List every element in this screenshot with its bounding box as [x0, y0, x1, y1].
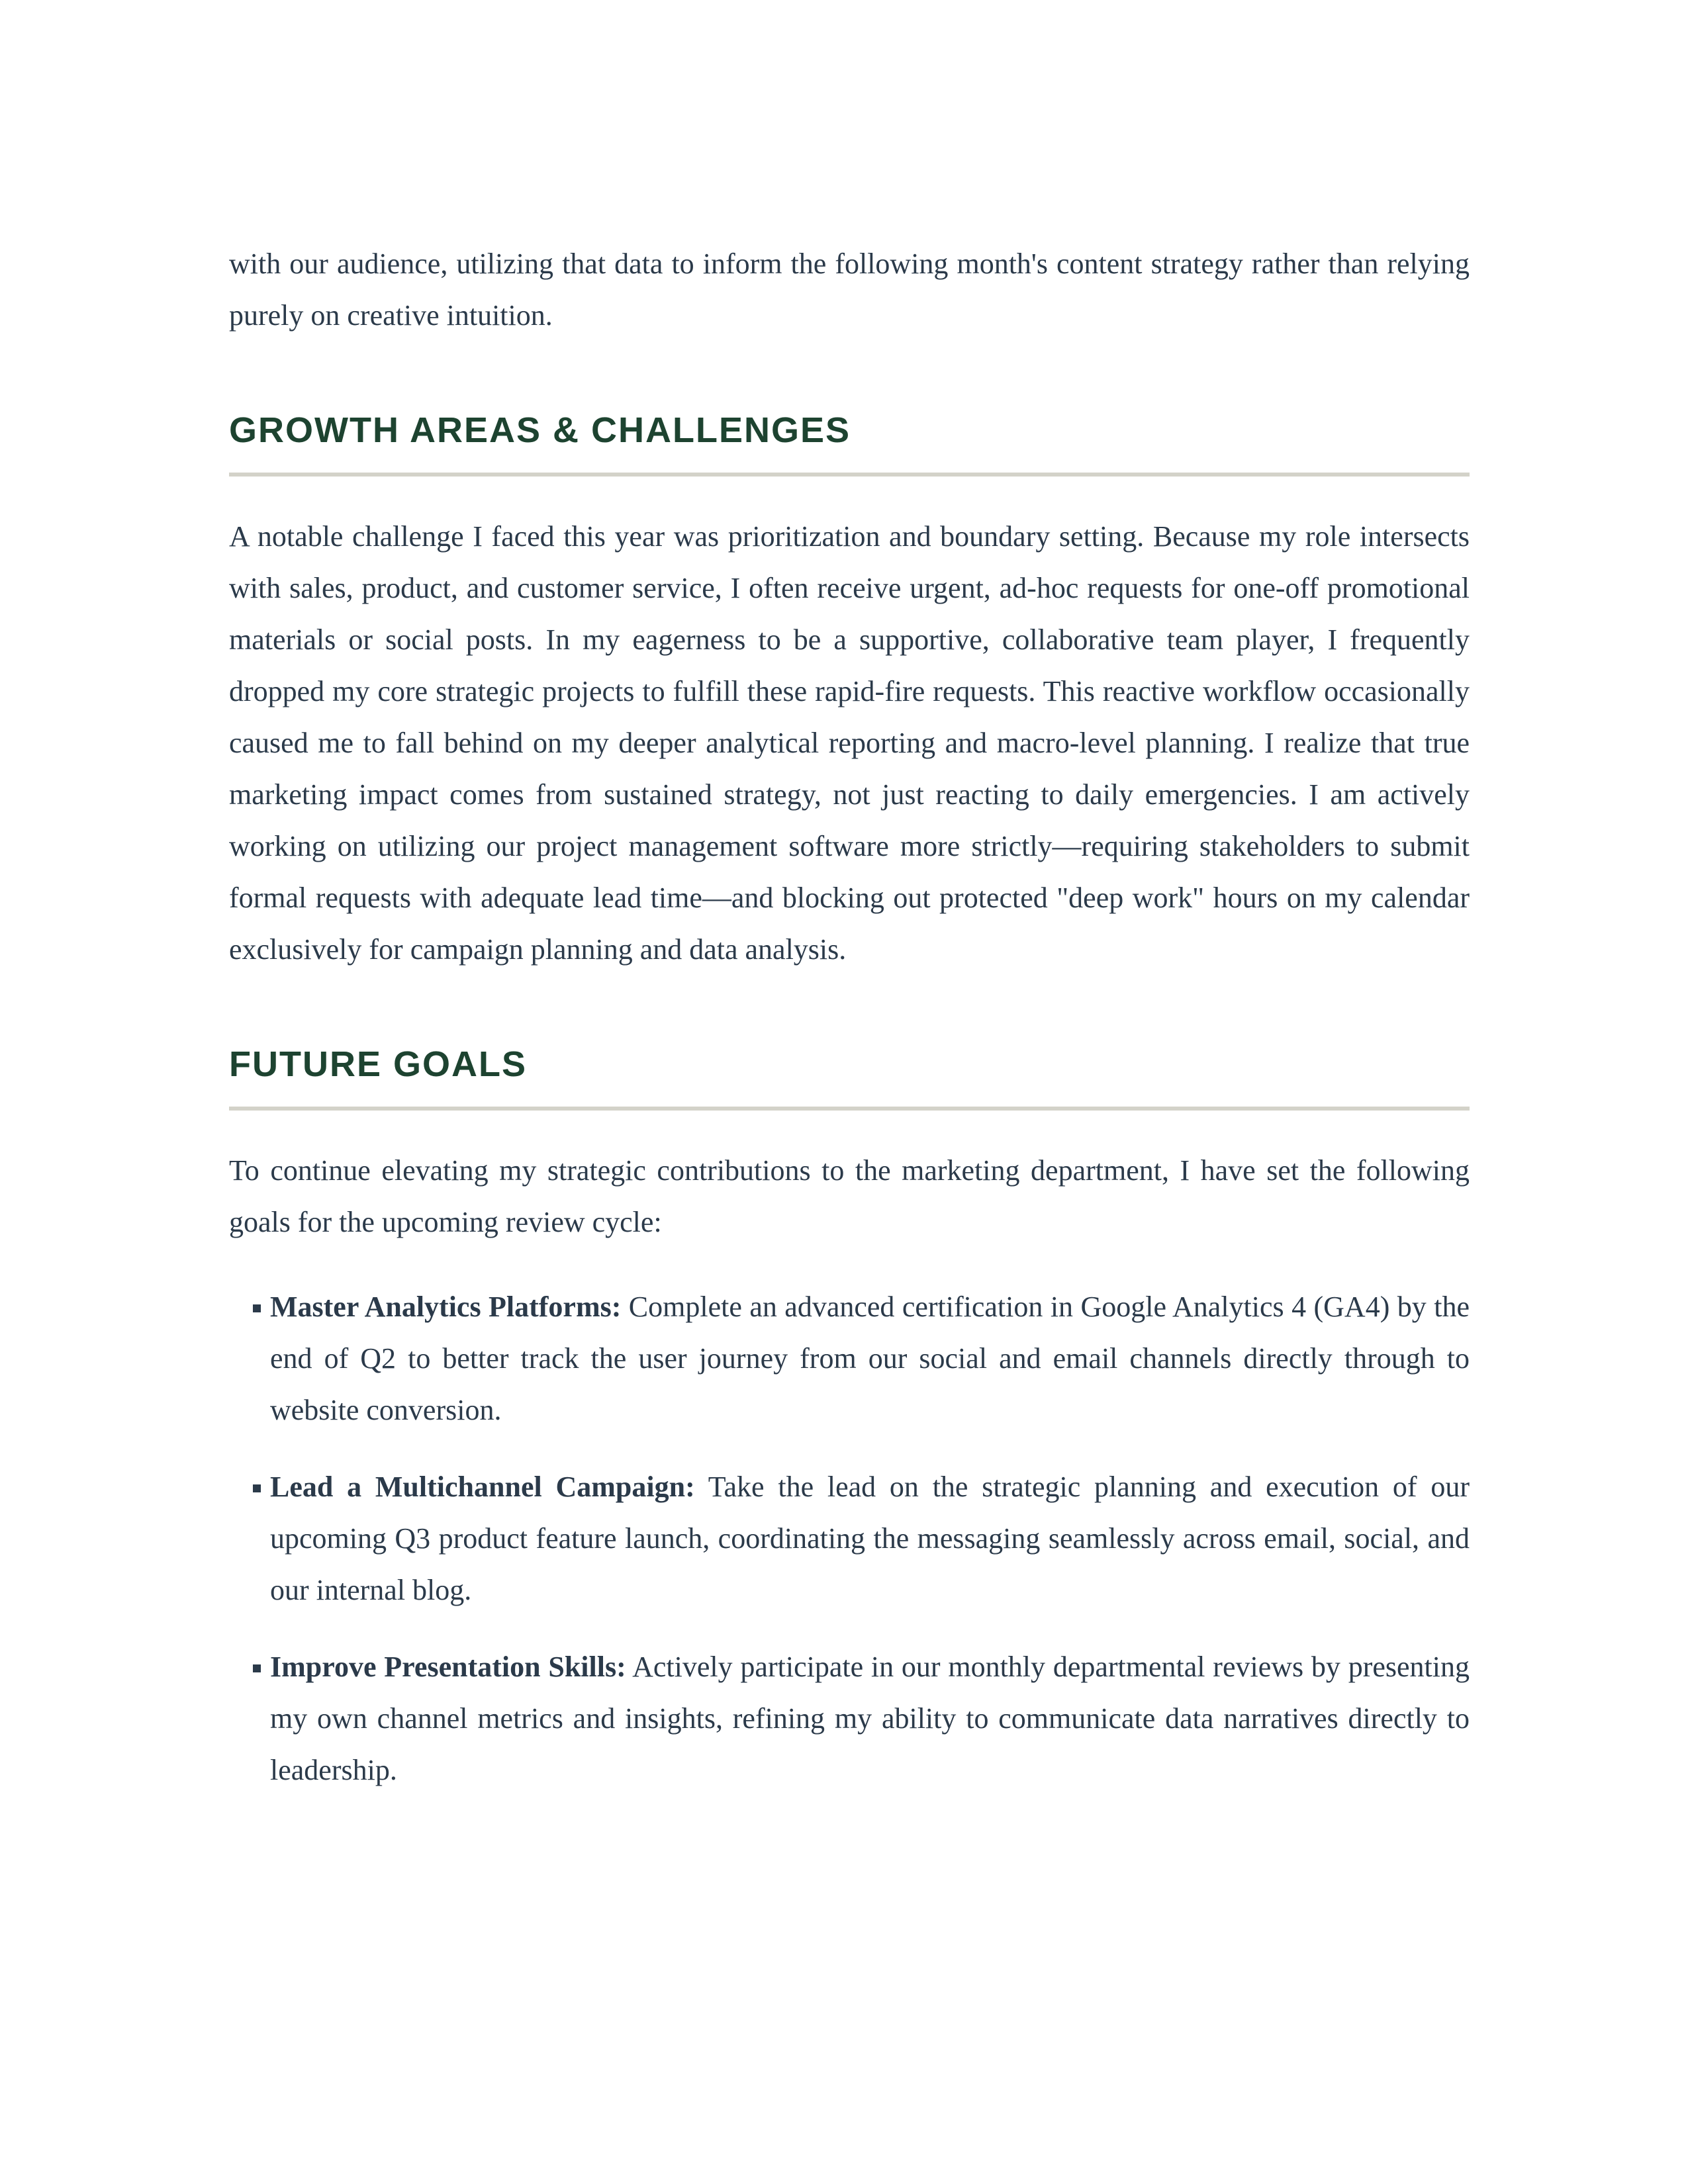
- goal-text: Complete an advanced certification in Google Analytics 4 (GA4) by the end of Q2 to better track the user journey from our social and email channels directly through to website conversion.: [270, 1291, 1470, 1426]
- goals-intro-paragraph: To continue elevating my strategic contributions to the marketing department, I have set the following goals for the upcoming review cycle:: [229, 1154, 1470, 1238]
- square-bullet-icon: [253, 1484, 261, 1492]
- goal-text: Take the lead on the strategic planning and execution of our upcoming Q3 product feature launch, coordinating the messaging seamlessly across email, social, and our internal blog.: [270, 1471, 1470, 1606]
- goal-title: Master Analytics Platforms:: [270, 1291, 622, 1323]
- goal-title: Lead a Multichannel Campaign:: [270, 1471, 695, 1503]
- growth-section: [229, 511, 1470, 976]
- growth-paragraph: A notable challenge I faced this year was prioritization and boundary setting. Because my role intersects with sales, product, and customer service, I often receive urgent, ad-hoc requests for one-off promotional materials or social posts. In my eagerness to be a supportive, collaborative team player, I frequently dropped my core strategic projects to fulfill these rapid-fire requests. This reactive workflow occasionally caused me to fall behind on my deeper analytical reporting and macro-level planning. I realize that true marketing impact comes from sustained strategy, not just reacting to daily emergencies. I am actively working on utilizing our project management software more strictly—requiring stakeholders to submit formal requests with adequate lead time—and blocking out protected "deep work" hours on my calendar exclusively for campaign planning and data analysis.: [229, 520, 1470, 966]
- growth-heading: GROWTH AREAS & CHALLENGES: [229, 405, 1470, 477]
- goal-item: [229, 1461, 1470, 1616]
- goal-text: Actively participate in our monthly departmental reviews by presenting my own channel metrics and insights, refining my ability to communicate data narratives directly to leadership.: [270, 1651, 1470, 1786]
- square-bullet-icon: [253, 1304, 261, 1312]
- goals-list: [229, 1281, 1470, 1796]
- square-bullet-icon: [253, 1664, 261, 1672]
- goal-title: Improve Presentation Skills:: [270, 1651, 626, 1683]
- document-page: [229, 238, 1470, 1821]
- goals-section: [229, 1145, 1470, 1796]
- intro-continuation-paragraph: with our audience, utilizing that data to inform the following month's content strategy rather than relying purely on creative intuition.: [229, 248, 1470, 332]
- goals-heading: FUTURE GOALS: [229, 1039, 1470, 1111]
- goal-item: [229, 1281, 1470, 1436]
- goal-item: [229, 1641, 1470, 1796]
